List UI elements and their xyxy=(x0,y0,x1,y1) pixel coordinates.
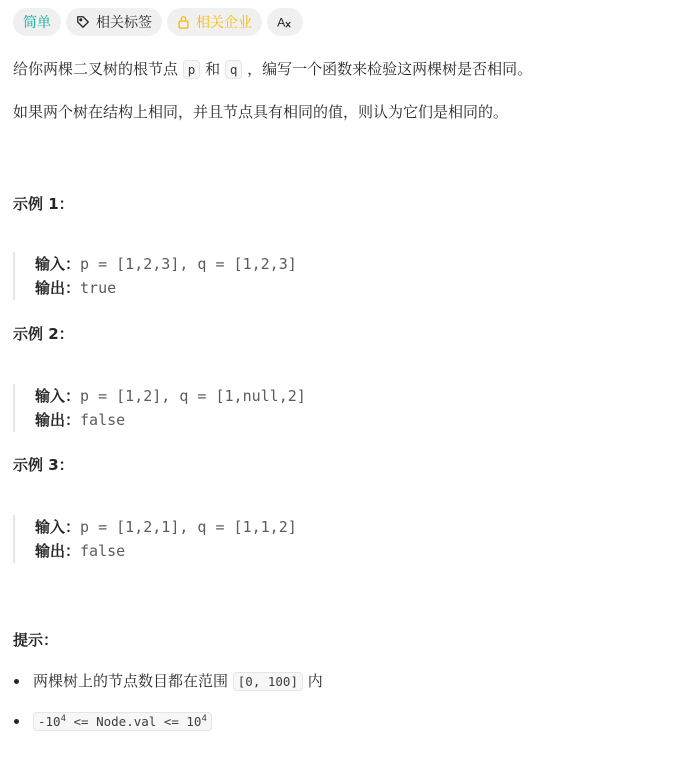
example-2-block xyxy=(13,384,613,432)
output-value: false xyxy=(80,542,126,560)
inline-code-q: q xyxy=(225,60,243,79)
tag-row xyxy=(13,8,303,36)
related-companies-button[interactable] xyxy=(167,8,262,36)
example-2-heading: 示例 2： xyxy=(13,325,74,343)
input-value: p = [1,2,3], q = [1,2,3] xyxy=(80,255,297,273)
difficulty-badge xyxy=(13,8,61,36)
hints-list xyxy=(13,670,323,733)
example-1-heading: 示例 1： xyxy=(13,195,74,213)
example-3-block xyxy=(13,515,613,563)
output-label: 输出： xyxy=(35,542,81,560)
example-2-output xyxy=(35,408,613,432)
exponent: 4 xyxy=(201,714,207,724)
description-text: 给你两棵二叉树的根节点 xyxy=(13,60,183,78)
output-label: 输出： xyxy=(35,411,81,429)
hint-text: 内 xyxy=(303,672,323,690)
translate-button[interactable] xyxy=(267,8,303,36)
example-1-output xyxy=(35,276,613,300)
description-text: 和 xyxy=(200,60,225,78)
related-companies-label: 相关企业 xyxy=(196,15,252,31)
related-topics-label: 相关标签 xyxy=(96,15,152,31)
example-3-input xyxy=(35,515,613,539)
tag-icon xyxy=(76,15,90,29)
lock-icon xyxy=(177,15,190,29)
input-label: 输入： xyxy=(35,255,81,273)
description-paragraph-2: 如果两个树在结构上相同，并且节点具有相同的值，则认为它们是相同的。 xyxy=(13,103,509,121)
difficulty-label: 简单 xyxy=(23,15,51,31)
input-label: 输入： xyxy=(35,387,81,405)
input-label: 输入： xyxy=(35,518,81,536)
description-text: ，编写一个函数来检验这两棵树是否相同。 xyxy=(242,60,533,78)
list-item xyxy=(13,670,323,693)
inline-code-constraint xyxy=(33,712,212,731)
hints-heading: 提示： xyxy=(13,631,59,649)
exponent: 4 xyxy=(60,714,66,724)
example-3-output xyxy=(35,539,613,563)
example-3-heading: 示例 3： xyxy=(13,456,74,474)
svg-text:A: A xyxy=(277,15,286,29)
output-label: 输出： xyxy=(35,279,81,297)
input-value: p = [1,2], q = [1,null,2] xyxy=(80,387,306,405)
output-value: false xyxy=(80,411,126,429)
constraint-text: <= Node.val <= 10 xyxy=(66,714,202,729)
inline-code-range: [0, 100] xyxy=(233,672,303,691)
hint-text: 两棵树上的节点数目都在范围 xyxy=(33,672,233,690)
example-1-input xyxy=(35,252,613,276)
input-value: p = [1,2,1], q = [1,1,2] xyxy=(80,518,297,536)
inline-code-p: p xyxy=(183,60,201,79)
constraint-text: -10 xyxy=(38,714,61,729)
translate-icon xyxy=(277,15,293,29)
description-paragraph-1 xyxy=(13,58,532,81)
list-item xyxy=(13,710,323,733)
example-2-input xyxy=(35,384,613,408)
output-value: true xyxy=(80,279,117,297)
related-topics-button[interactable] xyxy=(66,8,162,36)
example-1-block xyxy=(13,252,613,300)
